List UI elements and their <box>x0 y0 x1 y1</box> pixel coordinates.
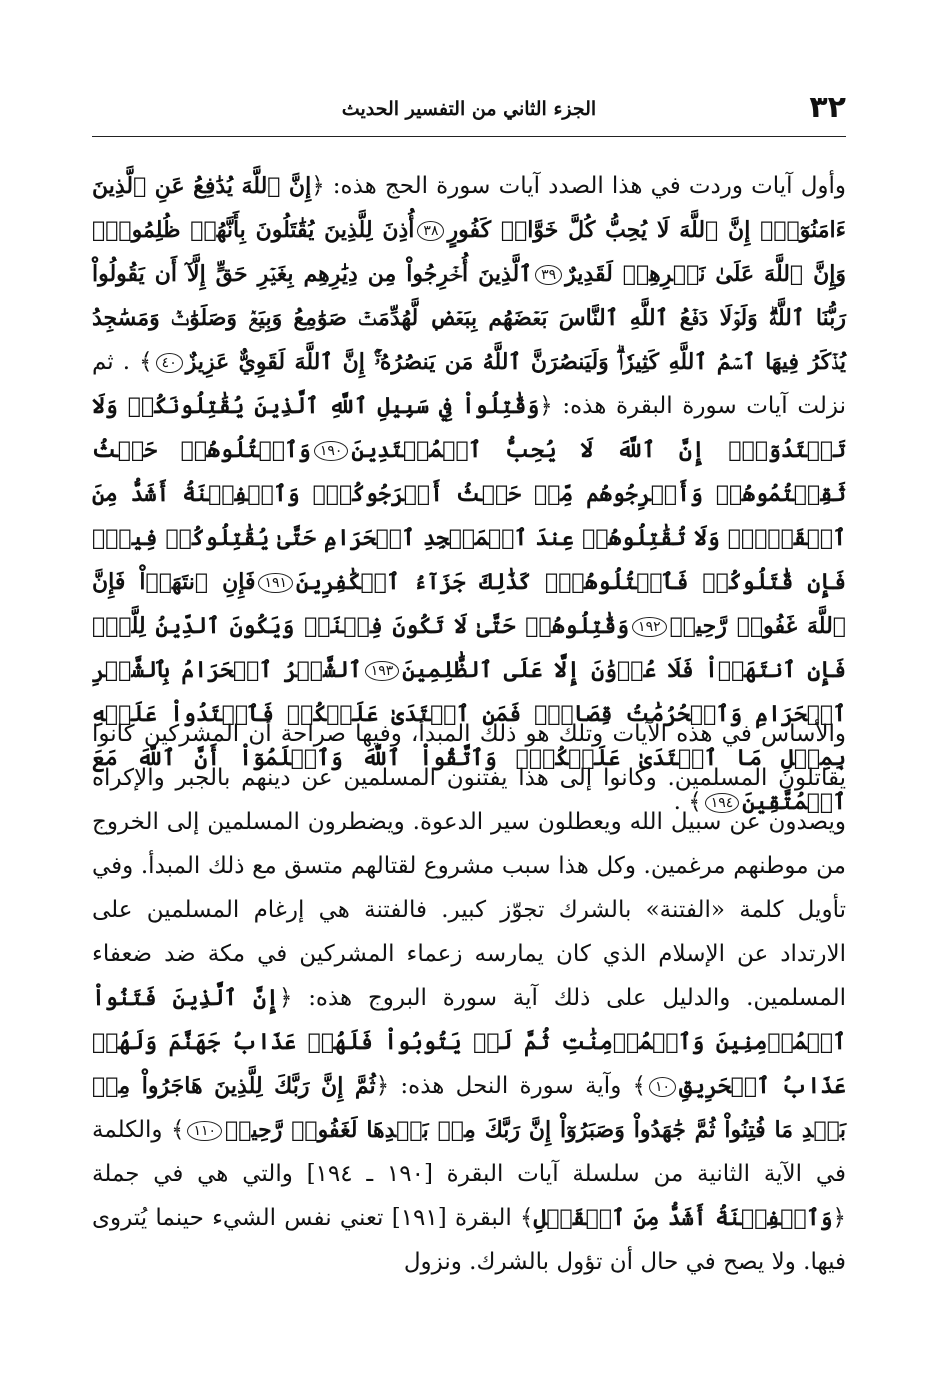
quran-verse: إِنَّ ٱلَّذِينَ فَتَنُواْ ٱلۡمُؤۡمِنِينَ وَٱلۡمُؤۡمِنَٰتِ ثُمَّ لَمۡ يَتُوبُواْ فَلَهُمۡ عَذَابُ جَهَنَّمَ وَلَهُمۡ عَذَابُ ٱلۡحَرِيقِ <box>92 985 846 1099</box>
commentary-text: والأساس في هذه الآيات وتلك هو ذلك المبدأ، وفيها صراحة أن المشركين كانوا يقاتلون المسلمين. وكانوا إلى هذا يفتنون المسلمين عن دينهم بالجبر والإكراه ويصدون عن سبيل الله ويعطلون سير الدعوة. ويضطرون المسلمين إلى الخروج من موطنهم مرغمين. وكل هذا سبب مشروع لقتالهم متسق مع ذلك المبدأ. وفي تأويل كلمة «الفتنة» بالشرك تجوّز كبير. فالفتنة هي إرغام المسلمين على الارتداد عن الإسلام الذي كان يمارسه زعماء المشركين في مكة ضد ضعفاء المسلمين. والدليل على ذلك آية سورة البروج هذه: ﴿ <box>92 721 846 1011</box>
ayah-number: ١٩٤ <box>705 793 740 813</box>
connecting-text: ﴾ . ثم نزلت آيات سورة البقرة هذه: ﴿ <box>92 349 847 419</box>
commentary-text: ﴾ وآية سورة النحل هذه: ﴿ <box>375 1073 647 1099</box>
closing-bracket: ﴾ . <box>673 789 702 815</box>
paragraph-commentary <box>92 712 846 1284</box>
ayah-number: ٤٠ <box>156 353 183 373</box>
ayah-number: ١٩٠ <box>314 441 349 461</box>
quran-verse: وَقَٰتِلُواْ فِي سَبِيلِ ٱللَّهِ ٱلَّذِينَ يُقَٰتِلُونَكُمۡ وَلَا تَعۡتَدُوٓاْۚ إِنَّ ٱللَّهَ لَا يُحِبُّ ٱلۡمُعۡتَدِينَ <box>92 393 846 463</box>
ayah-number: ١٩٢ <box>632 617 667 637</box>
quran-verse: إِنَّ ٱللَّهَ يُدَٰفِعُ عَنِ ٱلَّذِينَ ءَامَنُوٓاْۗ إِنَّ ٱللَّهَ لَا يُحِبُّ كُلَّ خَوَّانٖ كَفُورٍ <box>92 173 846 243</box>
quran-verse: وَٱقۡتُلُوهُمۡ حَيۡثُ ثَقِفۡتُمُوهُمۡ وَأَخۡرِجُوهُم مِّنۡ حَيۡثُ أَخۡرَجُوكُمۡۚ وَٱلۡفِتۡنَةُ أَشَدُّ مِنَ ٱلۡقَتۡلِۚ وَلَا تُقَٰتِلُوهُمۡ عِندَ ٱلۡمَسۡجِدِ ٱلۡحَرَامِ حَتَّىٰ يُقَٰتِلُوكُمۡ فِيهِۖ فَإِن قَٰتَلُوكُمۡ فَٱقۡتُلُوهُمۡۗ كَذَٰلِكَ جَزَآءُ ٱلۡكَٰفِرِينَ <box>92 437 846 595</box>
quran-verse: أُذِنَ لِلَّذِينَ يُقَٰتَلُونَ بِأَنَّهُمۡ ظُلِمُواْۚ وَإِنَّ ٱللَّهَ عَلَىٰ نَصۡرِهِمۡ لَقَدِيرٌ <box>92 217 846 287</box>
ayah-number: ١٩٣ <box>365 661 400 681</box>
quran-verse: وَٱلۡفِتۡنَةُ أَشَدُّ مِنَ ٱلۡقَتۡلِ <box>533 1205 833 1231</box>
ayah-number: ١٩١ <box>258 573 293 593</box>
quran-verse: ٱلشَّهۡرُ ٱلۡحَرَامُ بِٱلشَّهۡرِ ٱلۡحَرَامِ وَٱلۡحُرُمَٰتُ قِصَاصٞۚ فَمَنِ ٱعۡتَدَىٰ عَلَيۡكُمۡ فَٱعۡتَدُواْ عَلَيۡهِ بِمِثۡلِ مَا ٱعۡتَدَىٰ عَلَيۡكُمۡۚ وَٱتَّقُواْ ٱللَّهَ وَٱعۡلَمُوٓاْ أَنَّ ٱللَّهَ مَعَ ٱلۡمُتَّقِينَ <box>92 657 847 815</box>
page-header <box>92 88 846 137</box>
running-title: الجزء الثاني من التفسير الحديث <box>341 98 597 120</box>
ayah-number: ٣٩ <box>535 265 562 285</box>
page-number: ٣٢ <box>809 90 846 125</box>
intro-text: وأول آيات وردت في هذا الصدد آيات سورة الحج هذه: ﴿ <box>311 173 847 199</box>
ayah-number: ١١٠ <box>187 1121 222 1141</box>
ayah-number: ١٠ <box>649 1077 676 1097</box>
quran-verse: ثُمَّ إِنَّ رَبَّكَ لِلَّذِينَ هَاجَرُواْ مِنۢ بَعۡدِ مَا فُتِنُواْ ثُمَّ جَٰهَدُواْ وَصَبَرُوٓاْ إِنَّ رَبَّكَ مِنۢ بَعۡدِهَا لَغَفُورٞ رَّحِيمٞ <box>92 1073 846 1143</box>
quran-verse: وَقَٰتِلُوهُمۡ حَتَّىٰ لَا تَكُونَ فِتۡنَةٞ وَيَكُونَ ٱلدِّينُ لِلَّهِۖ فَإِنِ ٱنتَهَوۡاْ فَلَا عُدۡوَٰنَ إِلَّا عَلَى ٱلظَّٰلِمِينَ <box>92 613 847 683</box>
commentary-text: ﴾ والكلمة في الآية الثانية من سلسلة آيات البقرة [١٩٠ ـ ١٩٤] والتي هي في جملة ﴿ <box>92 1117 846 1231</box>
commentary-text: ﴾ البقرة [١٩١] تعني نفس الشيء حينما يُتروى فيها. ولا يصح في حال أن تؤول بالشرك. ونزول <box>92 1205 846 1275</box>
quran-verse: ٱلَّذِينَ أُخۡرِجُواْ مِن دِيَٰرِهِم بِغَيۡرِ حَقٍّ إِلَّآ أَن يَقُولُواْ رَبُّنَا ٱللَّهُۗ وَلَوۡلَا دَفۡعُ ٱللَّهِ ٱلنَّاسَ بَعۡضَهُم بِبَعۡضٖ لَّهُدِّمَتۡ صَوَٰمِعُ وَبِيَعٞ وَصَلَوَٰتٞ وَمَسَٰجِدُ يُذۡكَرُ فِيهَا ٱسۡمُ ٱللَّهِ كَثِيرٗاۗ وَلَيَنصُرَنَّ ٱللَّهُ مَن يَنصُرُهُۥٓۚ إِنَّ ٱللَّهَ لَقَوِيٌّ عَزِيزٌ <box>92 261 846 375</box>
ayah-number: ٣٨ <box>417 221 444 241</box>
quran-verse: فَإِنِ ٱنتَهَوۡاْ فَإِنَّ ٱللَّهَ غَفُورٞ رَّحِيمٞ <box>92 569 846 639</box>
